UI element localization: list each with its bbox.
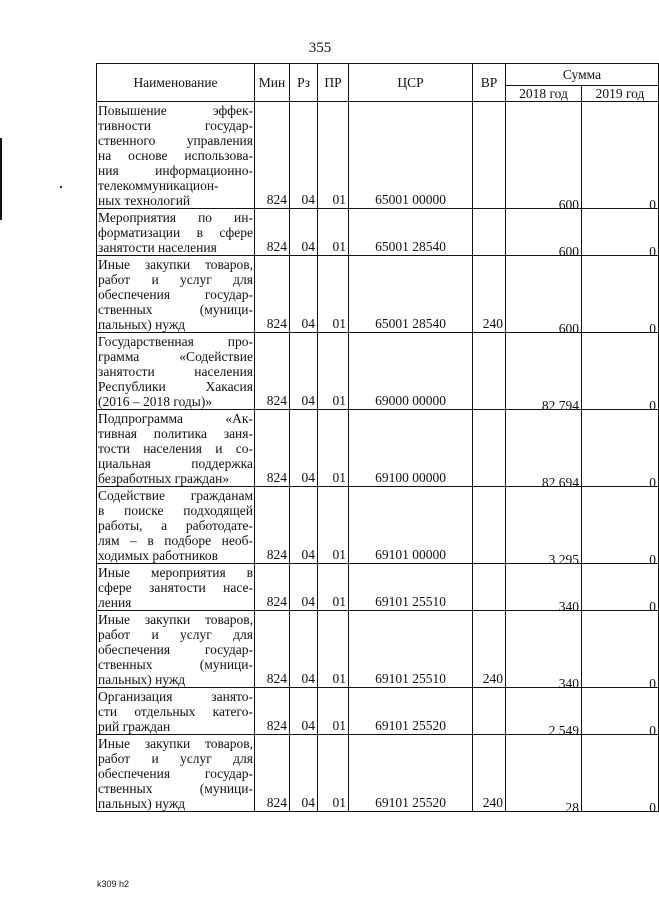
- row-sum-2018-value: 600: [558, 197, 579, 212]
- row-sum-2019-value: 0: [649, 723, 657, 738]
- row-sum-2018: [506, 564, 582, 614]
- row-min: 824: [255, 102, 290, 209]
- row-rz: 04: [290, 564, 318, 611]
- row-name-line: ственных (муници-: [98, 781, 253, 796]
- row-pr: 01: [318, 102, 349, 209]
- row-vr: [473, 209, 506, 256]
- row-sum-2018: [506, 688, 582, 738]
- row-csr: 69101 25510: [349, 611, 473, 688]
- scan-edge-mark: [0, 138, 2, 220]
- row-sum-2019-value: 0: [649, 197, 657, 212]
- row-csr: 69000 00000: [349, 333, 473, 410]
- row-name-line: Подпрограмма «Ак-: [98, 411, 253, 426]
- row-name-line: пальных) нужд: [98, 317, 186, 332]
- row-pr: 01: [318, 333, 349, 410]
- row-name-line: тивности государ-: [98, 118, 253, 133]
- row-sum-2018: [506, 209, 582, 259]
- row-sum-2019-value: 0: [649, 398, 657, 413]
- header-csr: ЦСР: [349, 64, 473, 102]
- row-vr: [473, 564, 506, 611]
- row-name-line: ходимых работников: [98, 548, 218, 563]
- row-name-line: Повышение эффек-: [98, 103, 253, 118]
- row-sum-2018: [506, 410, 582, 490]
- row-vr: 240: [473, 735, 506, 812]
- header-rz: Рз: [290, 64, 318, 102]
- row-name-line: Мероприятия по ин-: [98, 210, 253, 225]
- header-name: Наименование: [97, 64, 255, 102]
- table-row: [97, 256, 659, 333]
- row-sum-2018: [506, 333, 582, 413]
- row-vr: [473, 487, 506, 564]
- row-csr: 69100 00000: [349, 410, 473, 487]
- row-csr: 69101 00000: [349, 487, 473, 564]
- row-sum-2018-value: 28: [565, 800, 579, 815]
- row-sum-2019: [582, 735, 659, 815]
- row-csr: 65001 00000: [349, 102, 473, 209]
- row-name-line: работ и услуг для: [98, 272, 253, 287]
- row-min: 824: [255, 487, 290, 564]
- table-row: [97, 688, 659, 735]
- row-name-line: форматизации в сфере: [98, 225, 253, 240]
- row-rz: 04: [290, 209, 318, 256]
- row-pr: 01: [318, 611, 349, 688]
- row-name-line: Содействие гражданам: [98, 488, 253, 503]
- row-name-line: грамма «Содействие: [98, 349, 253, 364]
- row-sum-2018-value: 82 694: [541, 475, 579, 490]
- table-row: [97, 102, 659, 209]
- row-name-line: Иные закупки товаров,: [98, 736, 253, 751]
- row-rz: 04: [290, 333, 318, 410]
- row-vr: [473, 688, 506, 735]
- row-name-line: обеспечения государ-: [98, 287, 253, 302]
- row-sum-2019: [582, 256, 659, 336]
- row-pr: 01: [318, 256, 349, 333]
- row-name-line: Иные мероприятия в: [98, 565, 253, 580]
- row-name-line: Республики Хакасия: [98, 379, 253, 394]
- row-pr: 01: [318, 487, 349, 564]
- row-name-line: безработных граждан»: [98, 471, 230, 486]
- row-name-line: занятости населения: [98, 364, 253, 379]
- row-sum-2019-value: 0: [649, 676, 657, 691]
- row-rz: 04: [290, 102, 318, 209]
- row-rz: 04: [290, 256, 318, 333]
- row-sum-2019: [582, 688, 659, 738]
- row-name: [97, 688, 255, 735]
- table-row: [97, 487, 659, 564]
- row-sum-2019: [582, 102, 659, 212]
- header-vr: ВР: [473, 64, 506, 102]
- row-name-line: Государственная про-: [98, 334, 253, 349]
- row-sum-2019: [582, 564, 659, 614]
- row-rz: 04: [290, 410, 318, 487]
- row-sum-2019-value: 0: [649, 321, 657, 336]
- row-name-line: сфере занятости насе-: [98, 580, 253, 595]
- row-name-line: ления: [98, 595, 132, 610]
- row-sum-2018: [506, 487, 582, 567]
- row-sum-2018-value: 340: [558, 676, 579, 691]
- row-min: 824: [255, 735, 290, 812]
- row-name-line: ния информационно-: [98, 163, 253, 178]
- row-name-line: обеспечения государ-: [98, 642, 253, 657]
- row-rz: 04: [290, 735, 318, 812]
- row-name: [97, 735, 255, 812]
- row-min: 824: [255, 564, 290, 611]
- row-name-line: циальная поддержка: [98, 456, 253, 471]
- row-vr: [473, 333, 506, 410]
- table-row: [97, 611, 659, 688]
- row-sum-2018-value: 340: [558, 599, 579, 614]
- row-name-line: на основе использова-: [98, 148, 253, 163]
- row-name-line: занятости населения: [98, 240, 217, 255]
- row-sum-2018-value: 600: [558, 244, 579, 259]
- row-name-line: ственных (муници-: [98, 657, 253, 672]
- row-name-line: работ и услуг для: [98, 751, 253, 766]
- row-name-line: (2016 – 2018 годы)»: [98, 394, 213, 409]
- page-number: 355: [308, 40, 332, 56]
- row-sum-2018: [506, 735, 582, 815]
- header-year-2018: 2018 год: [506, 86, 582, 102]
- scan-dot: [60, 186, 62, 188]
- row-name-line: обеспечения государ-: [98, 766, 253, 781]
- row-name-line: пальных) нужд: [98, 796, 186, 811]
- row-vr: [473, 102, 506, 209]
- row-sum-2019-value: 0: [649, 552, 657, 567]
- row-name-line: Иные закупки товаров,: [98, 257, 253, 272]
- row-name: [97, 102, 255, 209]
- row-sum-2019-value: 0: [649, 800, 657, 815]
- row-vr: 240: [473, 611, 506, 688]
- row-name-line: ственного управления: [98, 133, 253, 148]
- row-sum-2018: [506, 611, 582, 691]
- row-name: [97, 487, 255, 564]
- row-min: 824: [255, 209, 290, 256]
- row-name: [97, 410, 255, 487]
- table-row: [97, 410, 659, 487]
- row-name-line: Организация занято-: [98, 689, 253, 704]
- row-pr: 01: [318, 688, 349, 735]
- row-name: [97, 256, 255, 333]
- row-sum-2018-value: 2 549: [548, 723, 579, 738]
- row-name-line: пальных) нужд: [98, 672, 186, 687]
- row-csr: 69101 25520: [349, 735, 473, 812]
- row-name-line: сти отдельных катего-: [98, 704, 253, 719]
- row-vr: [473, 410, 506, 487]
- row-name: [97, 209, 255, 256]
- row-pr: 01: [318, 209, 349, 256]
- table-row: [97, 333, 659, 410]
- header-year-2019: 2019 год: [582, 86, 659, 102]
- row-rz: 04: [290, 487, 318, 564]
- row-min: 824: [255, 333, 290, 410]
- row-min: 824: [255, 611, 290, 688]
- row-pr: 01: [318, 735, 349, 812]
- row-sum-2019: [582, 611, 659, 691]
- row-rz: 04: [290, 688, 318, 735]
- row-name-line: рий граждан: [98, 719, 171, 734]
- footer-code: k309 h2: [97, 879, 130, 889]
- row-sum-2019: [582, 209, 659, 259]
- row-pr: 01: [318, 410, 349, 487]
- row-name: [97, 564, 255, 611]
- row-sum-2019-value: 0: [649, 475, 657, 490]
- table-row: [97, 735, 659, 812]
- row-name: [97, 333, 255, 410]
- row-name-line: ственных (муници-: [98, 302, 253, 317]
- header-pr: ПР: [318, 64, 349, 102]
- row-name-line: работ и услуг для: [98, 627, 253, 642]
- row-csr: 69101 25510: [349, 564, 473, 611]
- row-min: 824: [255, 256, 290, 333]
- row-name-line: Иные закупки товаров,: [98, 612, 253, 627]
- row-sum-2018: [506, 102, 582, 212]
- row-sum-2018: [506, 256, 582, 336]
- table-row: [97, 209, 659, 256]
- table-body: [97, 102, 659, 815]
- header-min: Мин: [255, 64, 290, 102]
- header-sum: Сумма: [506, 64, 659, 86]
- table-row: [97, 564, 659, 611]
- row-name-line: тивная политика заня-: [98, 426, 253, 441]
- row-csr: 69101 25520: [349, 688, 473, 735]
- row-name-line: тости населения и со-: [98, 441, 253, 456]
- row-sum-2018-value: 3 295: [548, 552, 579, 567]
- row-rz: 04: [290, 611, 318, 688]
- row-name-line: телекоммуникацион-: [98, 178, 219, 193]
- row-sum-2019: [582, 410, 659, 490]
- row-min: 824: [255, 410, 290, 487]
- row-name-line: ных технологий: [98, 193, 191, 208]
- row-csr: 65001 28540: [349, 209, 473, 256]
- row-vr: 240: [473, 256, 506, 333]
- row-name: [97, 611, 255, 688]
- row-csr: 65001 28540: [349, 256, 473, 333]
- row-name-line: в поиске подходящей: [98, 503, 253, 518]
- row-sum-2019: [582, 333, 659, 413]
- row-pr: 01: [318, 564, 349, 611]
- row-sum-2018-value: 82 794: [541, 398, 579, 413]
- row-name-line: работы, а работодате-: [98, 518, 253, 533]
- row-name-line: лям – в подборе необ-: [98, 533, 253, 548]
- row-min: 824: [255, 688, 290, 735]
- row-sum-2019-value: 0: [649, 599, 657, 614]
- row-sum-2019: [582, 487, 659, 567]
- row-sum-2018-value: 600: [558, 321, 579, 336]
- row-sum-2019-value: 0: [649, 244, 657, 259]
- budget-table: [96, 63, 659, 815]
